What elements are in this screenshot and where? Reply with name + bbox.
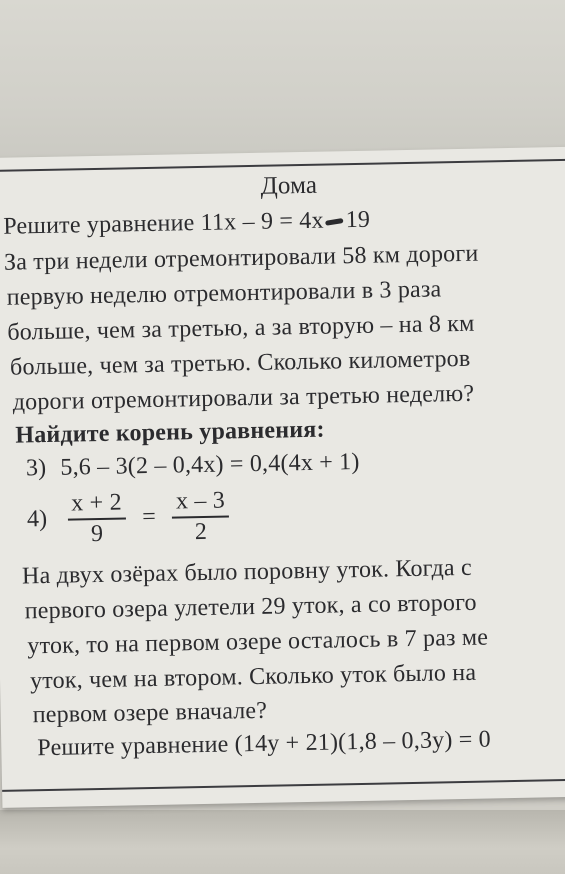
task-5: Решите уравнение (14у + 21)(1,8 – 0,3у) = 0	[37, 726, 492, 762]
page-title: Дома	[260, 171, 318, 200]
fraction-left	[67, 489, 127, 548]
task-2-line-3: больше, чем за третью, а за вторую – на 8 км	[7, 310, 475, 346]
equation-3-number: 3)	[25, 454, 47, 482]
fraction-left-numerator: x + 2	[71, 489, 123, 517]
task-4-line-2: первого озера улетели 29 уток, а со второго	[24, 589, 478, 625]
task-2-line-4: больше, чем за третью. Сколько километров	[9, 345, 471, 381]
fraction-right-denominator: 2	[194, 518, 208, 545]
worksheet-content	[0, 147, 565, 808]
equation-4	[26, 487, 229, 553]
equation-3-text: 5,6 – 3(2 – 0,4х) = 0,4(4х + 1)	[60, 448, 360, 481]
ink-smudge	[325, 218, 344, 226]
fraction-right	[172, 487, 230, 546]
task-2-line-5: дороги отремонтировали за третью неделю?	[12, 380, 475, 416]
task-4-line-5: первом озере вначале?	[32, 697, 268, 729]
task-1-tail: 19	[345, 206, 371, 234]
task-4-line-1: На двух озёрах было поровну уток. Когда с	[21, 554, 473, 590]
task-4-line-3: уток, то на первом озере осталось в 7 раз ме	[27, 624, 489, 660]
fraction-left-denominator: 9	[90, 520, 104, 547]
fraction-right-numerator: x – 3	[175, 487, 226, 515]
task-3-heading: Найдите корень уравнения:	[15, 416, 325, 449]
task-1-text: Решите уравнение 11х – 9 = 4х	[3, 207, 324, 240]
background-bottom	[0, 810, 565, 874]
task-1	[3, 207, 370, 241]
equals-sign: =	[142, 504, 157, 531]
equation-4-number: 4)	[26, 506, 48, 533]
paper-sheet	[0, 147, 565, 808]
task-4-line-4: уток, чем на втором. Сколько уток было на	[29, 659, 477, 695]
equation-3	[26, 449, 360, 482]
task-2-line-2: первую неделю отремонтировали в 3 раза	[6, 276, 442, 311]
task-2-line-1: За три недели отремонтировали 58 км дороги	[3, 240, 479, 276]
